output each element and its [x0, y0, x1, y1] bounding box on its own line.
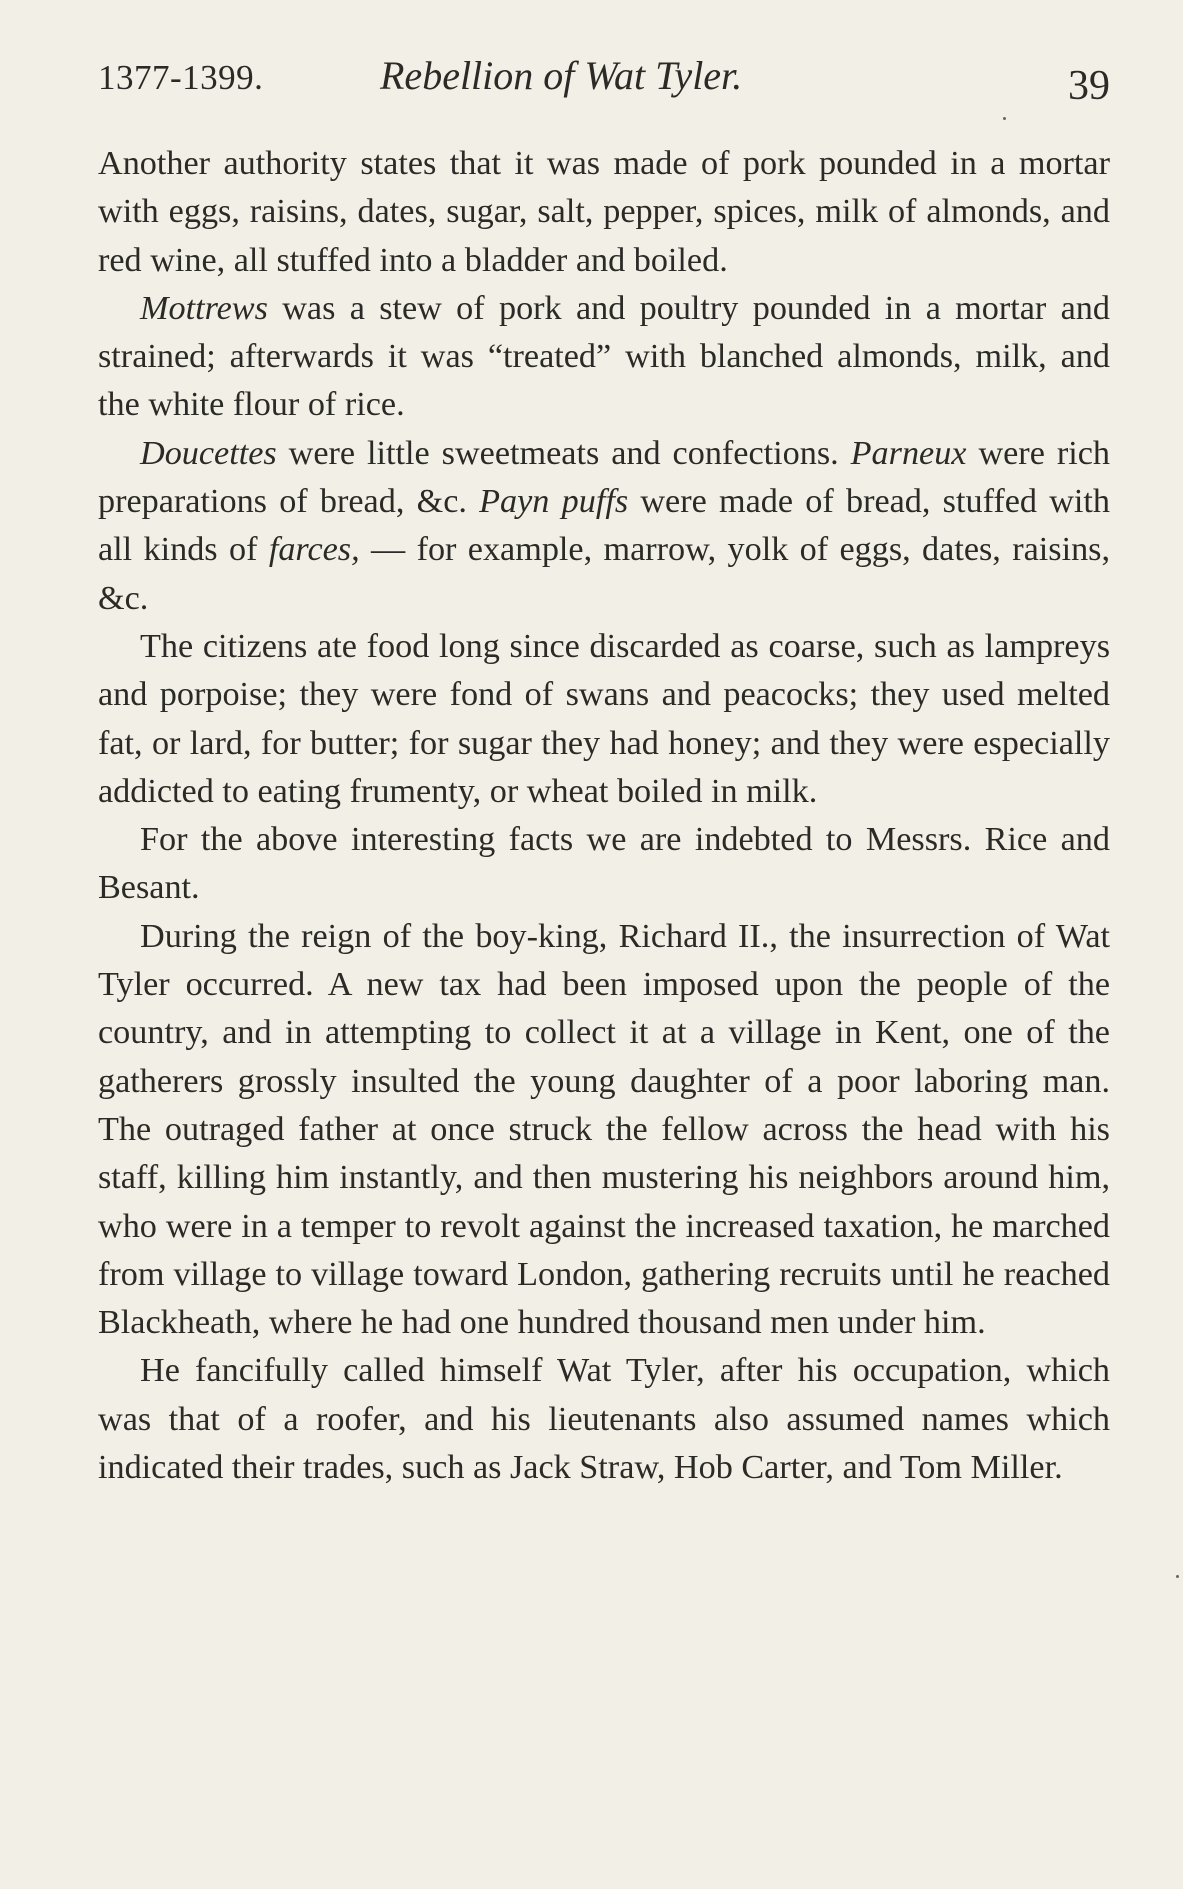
- text-run: The citizens ate food long since discarded as coarse, such as lampreys and porpoise; they were fond of swans and peacocks; they used melted fat, or lard, for butter; for sugar they had honey; and they were especially addicted to eating frumenty, or wheat boiled in milk.: [98, 627, 1110, 810]
- text-run: He fancifully called himself Wat Tyler, after his occupation, which was that of a roofer, and his lieutenants also assumed names which indicated their trades, such as Jack Straw, Hob Carter, and Tom Miller.: [98, 1352, 1110, 1487]
- italic-term: Doucettes: [140, 434, 277, 472]
- header-title: Rebellion of Wat Tyler.: [380, 53, 743, 98]
- text-run: Another authority states that it was made of pork pounded in a mortar with eggs, raisins, dates, sugar, salt, pepper, spices, milk of almonds, and red wine, all stuffed into a bladder and boiled.: [98, 145, 1110, 279]
- text-run: was a stew of pork and poultry pounded in a mortar and strained; afterwards it was “treated” with blanched almonds, milk, and the white flour of rice.: [98, 289, 1110, 424]
- italic-term: Parneux: [850, 434, 967, 472]
- paragraph: [98, 430, 1110, 623]
- paper-speck: [1176, 1575, 1179, 1578]
- body-text: [98, 140, 1110, 1492]
- page-number: 39: [1068, 63, 1110, 109]
- paper-speck: [1003, 117, 1006, 120]
- text-run: — for example, marrow, yolk of eggs, dates, raisins, &c.: [98, 531, 1111, 617]
- paragraph: [98, 913, 1110, 1348]
- text-run: During the reign of the boy-king, Richard II., the insurrection of Wat Tyler occurred. A new tax had been imposed upon the people of the country, and in attempting to collect it at a village in Kent, one of the gatherers grossly insulted the young daughter of a poor laboring man. The outraged father at once struck the fellow across the head with his staff, killing him instantly, and then mustering his neighbors around him, who were in a temper to revolt against the increased taxation, he marched from village to village toward London, gathering recruits until he reached Blackheath, where he had one hundred thousand men under him.: [98, 917, 1110, 1342]
- paragraph: [98, 816, 1110, 913]
- italic-term: farces,: [268, 531, 360, 569]
- running-head: [98, 46, 1110, 116]
- text-run: were rich preparations of bread, &c.: [98, 434, 1110, 521]
- paragraph: [98, 140, 1110, 285]
- text-run: were little sweetmeats and confections.: [276, 434, 851, 472]
- header-years: 1377-1399.: [98, 58, 264, 97]
- paragraph: [98, 285, 1110, 430]
- paragraph: [98, 1347, 1110, 1492]
- paragraph: [98, 623, 1110, 816]
- text-run: For the above interesting facts we are indebted to Messrs. Rice and Besant.: [98, 821, 1110, 907]
- italic-term: Payn puffs: [479, 483, 629, 521]
- italic-term: Mottrews: [140, 289, 268, 327]
- text-run: were made of bread, stuffed with all kinds of: [98, 483, 1111, 569]
